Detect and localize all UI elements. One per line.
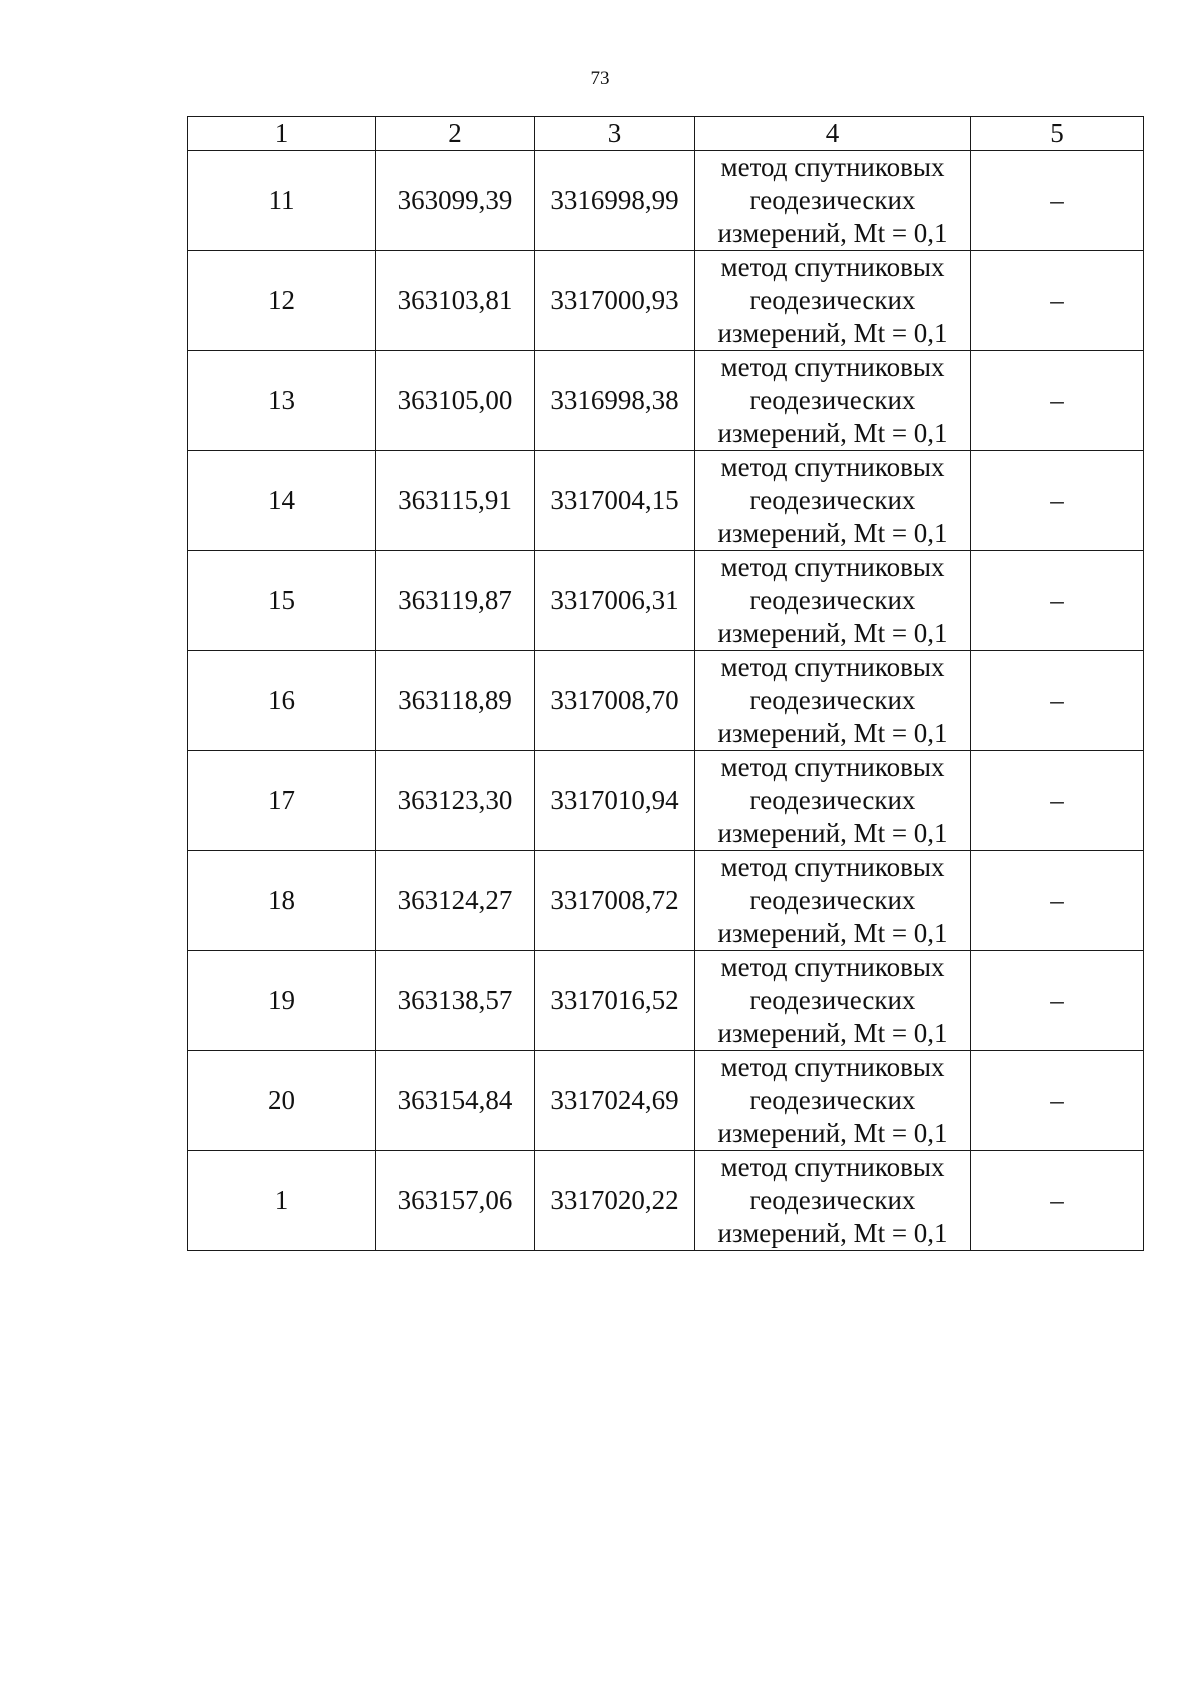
table-row: [188, 1151, 1144, 1251]
note-cell: –: [971, 1151, 1144, 1251]
method-line: геодезических: [749, 385, 916, 415]
note-cell: –: [971, 251, 1144, 351]
method-line: геодезических: [749, 785, 916, 815]
method-line: метод спутниковых: [720, 452, 945, 482]
method-line: измерений, Mt = 0,1: [717, 918, 948, 948]
y-coordinate-cell: 3317020,22: [535, 1151, 695, 1251]
point-number-cell: 11: [188, 151, 376, 251]
point-number-cell: 16: [188, 651, 376, 751]
x-coordinate-cell: 363123,30: [376, 751, 535, 851]
method-cell: [695, 1151, 971, 1251]
header-col-5: 5: [971, 117, 1144, 151]
method-line: измерений, Mt = 0,1: [717, 318, 948, 348]
method-cell: [695, 451, 971, 551]
table-header: [188, 117, 1144, 151]
note-cell: –: [971, 351, 1144, 451]
point-number-cell: 1: [188, 1151, 376, 1251]
method-line: геодезических: [749, 185, 916, 215]
method-cell: [695, 551, 971, 651]
table-row: [188, 851, 1144, 951]
method-line: метод спутниковых: [720, 752, 945, 782]
note-cell: –: [971, 151, 1144, 251]
method-line: измерений, Mt = 0,1: [717, 818, 948, 848]
method-line: метод спутниковых: [720, 552, 945, 582]
method-line: геодезических: [749, 1185, 916, 1215]
method-line: измерений, Mt = 0,1: [717, 1018, 948, 1048]
note-cell: –: [971, 551, 1144, 651]
method-line: геодезических: [749, 585, 916, 615]
y-coordinate-cell: 3317000,93: [535, 251, 695, 351]
coordinates-table: [187, 116, 1144, 1251]
method-cell: [695, 151, 971, 251]
method-cell: [695, 251, 971, 351]
note-cell: –: [971, 451, 1144, 551]
x-coordinate-cell: 363124,27: [376, 851, 535, 951]
x-coordinate-cell: 363118,89: [376, 651, 535, 751]
point-number-cell: 19: [188, 951, 376, 1051]
method-line: геодезических: [749, 485, 916, 515]
method-line: измерений, Mt = 0,1: [717, 418, 948, 448]
method-line: метод спутниковых: [720, 652, 945, 682]
method-cell: [695, 751, 971, 851]
method-line: метод спутниковых: [720, 1152, 945, 1182]
header-col-2: 2: [376, 117, 535, 151]
method-line: метод спутниковых: [720, 1052, 945, 1082]
x-coordinate-cell: 363154,84: [376, 1051, 535, 1151]
table-row: [188, 951, 1144, 1051]
method-cell: [695, 1051, 971, 1151]
x-coordinate-cell: 363105,00: [376, 351, 535, 451]
table-row: [188, 551, 1144, 651]
point-number-cell: 13: [188, 351, 376, 451]
point-number-cell: 12: [188, 251, 376, 351]
point-number-cell: 18: [188, 851, 376, 951]
note-cell: –: [971, 951, 1144, 1051]
x-coordinate-cell: 363138,57: [376, 951, 535, 1051]
y-coordinate-cell: 3316998,38: [535, 351, 695, 451]
note-cell: –: [971, 851, 1144, 951]
point-number-cell: 20: [188, 1051, 376, 1151]
method-line: метод спутниковых: [720, 852, 945, 882]
table-row: [188, 351, 1144, 451]
header-col-4: 4: [695, 117, 971, 151]
y-coordinate-cell: 3317006,31: [535, 551, 695, 651]
x-coordinate-cell: 363103,81: [376, 251, 535, 351]
y-coordinate-cell: 3317024,69: [535, 1051, 695, 1151]
header-row: [188, 117, 1144, 151]
method-line: метод спутниковых: [720, 252, 945, 282]
header-col-1: 1: [188, 117, 376, 151]
page-number: 73: [590, 68, 610, 89]
y-coordinate-cell: 3317008,70: [535, 651, 695, 751]
point-number-cell: 17: [188, 751, 376, 851]
method-line: геодезических: [749, 985, 916, 1015]
method-cell: [695, 851, 971, 951]
method-line: метод спутниковых: [720, 152, 945, 182]
point-number-cell: 15: [188, 551, 376, 651]
y-coordinate-cell: 3316998,99: [535, 151, 695, 251]
method-line: геодезических: [749, 885, 916, 915]
table-row: [188, 151, 1144, 251]
x-coordinate-cell: 363157,06: [376, 1151, 535, 1251]
table-row: [188, 451, 1144, 551]
point-number-cell: 14: [188, 451, 376, 551]
table-row: [188, 1051, 1144, 1151]
x-coordinate-cell: 363119,87: [376, 551, 535, 651]
method-line: измерений, Mt = 0,1: [717, 618, 948, 648]
method-line: метод спутниковых: [720, 352, 945, 382]
x-coordinate-cell: 363115,91: [376, 451, 535, 551]
method-line: измерений, Mt = 0,1: [717, 218, 948, 248]
method-line: геодезических: [749, 1085, 916, 1115]
method-line: геодезических: [749, 685, 916, 715]
note-cell: –: [971, 651, 1144, 751]
y-coordinate-cell: 3317008,72: [535, 851, 695, 951]
method-line: измерений, Mt = 0,1: [717, 718, 948, 748]
table-row: [188, 751, 1144, 851]
y-coordinate-cell: 3317016,52: [535, 951, 695, 1051]
method-line: измерений, Mt = 0,1: [717, 1218, 948, 1248]
method-line: геодезических: [749, 285, 916, 315]
y-coordinate-cell: 3317010,94: [535, 751, 695, 851]
y-coordinate-cell: 3317004,15: [535, 451, 695, 551]
method-line: измерений, Mt = 0,1: [717, 518, 948, 548]
x-coordinate-cell: 363099,39: [376, 151, 535, 251]
method-cell: [695, 351, 971, 451]
note-cell: –: [971, 1051, 1144, 1151]
note-cell: –: [971, 751, 1144, 851]
header-col-3: 3: [535, 117, 695, 151]
method-cell: [695, 951, 971, 1051]
table-row: [188, 651, 1144, 751]
method-line: метод спутниковых: [720, 952, 945, 982]
method-line: измерений, Mt = 0,1: [717, 1118, 948, 1148]
method-cell: [695, 651, 971, 751]
table-row: [188, 251, 1144, 351]
table-body: [188, 151, 1144, 1251]
